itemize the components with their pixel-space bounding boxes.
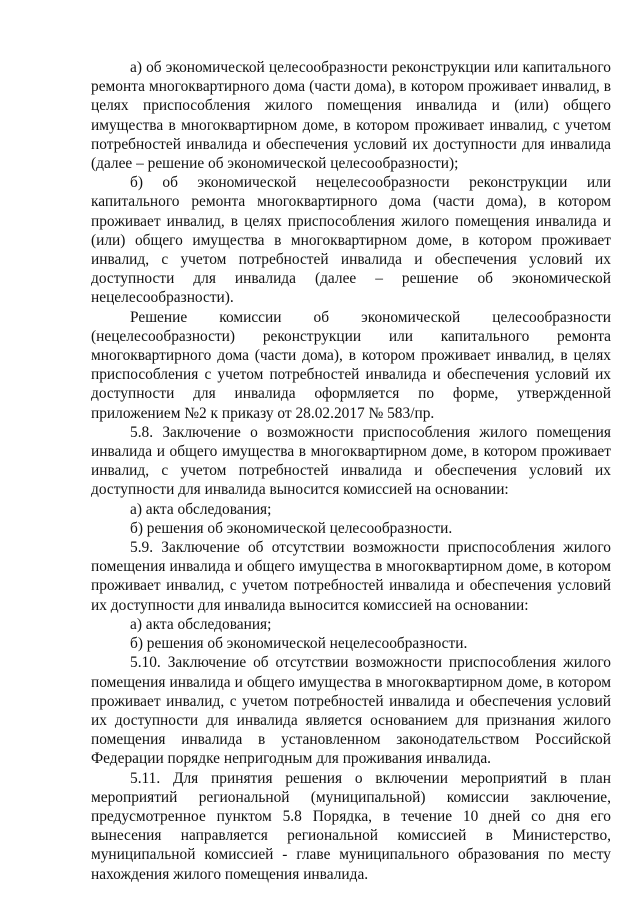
paragraph-5-8-b: б) решения об экономической целесообразности.	[130, 519, 453, 537]
paragraph-5-9-a: а) акта обследования;	[130, 615, 272, 633]
paragraph-5-10: 5.10. Заключение об отсутствии возможности приспособления жилого помещения инвалида и общего имущества в многоквартирном доме, в котором проживает инвалид, с учетом потребностей инвалида и обеспечения условий их доступности для инвалида является основанием для признания жилого помещения инвалида в установленном законодательством Российской Федерации порядке непригодным для проживания инвалида.	[91, 654, 611, 768]
paragraph-5-9: 5.9. Заключение об отсутствии возможности приспособления жилого помещения инвалида и общего имущества в многоквартирном доме, в котором проживает инвалид, с учетом потребностей инвалида и обеспечения условий их доступности для инвалида выносится комиссией на основании:	[91, 539, 611, 614]
paragraph-b-economic-infeasibility: б) об экономической нецелесообразности реконструкции или капитального ремонта многоквартирного дома (части дома), в котором проживает инвалид, в целях приспособления жилого помещения инвалида и (или) общего имущества в многоквартирном доме, в котором проживает инвалид, с учетом потребностей инвалида и обеспечения условий их доступности для инвалида (далее – решение об экономической нецелесообразности).	[91, 174, 611, 307]
paragraph-a-economic-feasibility: а) об экономической целесообразности реконструкции или капитального ремонта многоквартирного дома (части дома), в котором проживает инвалид, в целях приспособления жилого помещения инвалида и (или) общего имущества в многоквартирном доме, в котором проживает инвалид, с учетом потребностей инвалида и обеспечения условий их доступности для инвалида (далее – решение об экономической целесообразности);	[91, 59, 611, 173]
document-page	[91, 58, 611, 884]
paragraph-5-11: 5.11. Для принятия решения о включении мероприятий в план мероприятий региональной (муниципальной) комиссии заключение, предусмотренное пунктом 5.8 Порядка, в течение 10 дней со дня его вынесения направляется региональной комиссией в Министерство, муниципальной комиссией - главе муниципального образования по месту нахождения жилого помещения инвалида.	[91, 769, 611, 883]
paragraph-commission-decision: Решение комиссии об экономической целесообразности (нецелесообразности) реконструкции или капитального ремонта многоквартирного дома (части дома), в котором проживает инвалид, в целях приспособления с учетом потребностей инвалида и обеспечения условий их доступности для инвалида оформляется по форме, утвержденной приложением №2 к приказу от 28.02.2017 № 583/пр.	[91, 308, 611, 422]
paragraph-5-8-a: а) акта обследования;	[130, 500, 272, 518]
paragraph-5-9-b: б) решения об экономической нецелесообразности.	[130, 635, 468, 653]
paragraph-5-8: 5.8. Заключение о возможности приспособления жилого помещения инвалида и общего имущества в многоквартирном доме, в котором проживает инвалид, с учетом потребностей инвалида и обеспечения условий их доступности для инвалида выносится комиссией на основании:	[91, 423, 611, 499]
